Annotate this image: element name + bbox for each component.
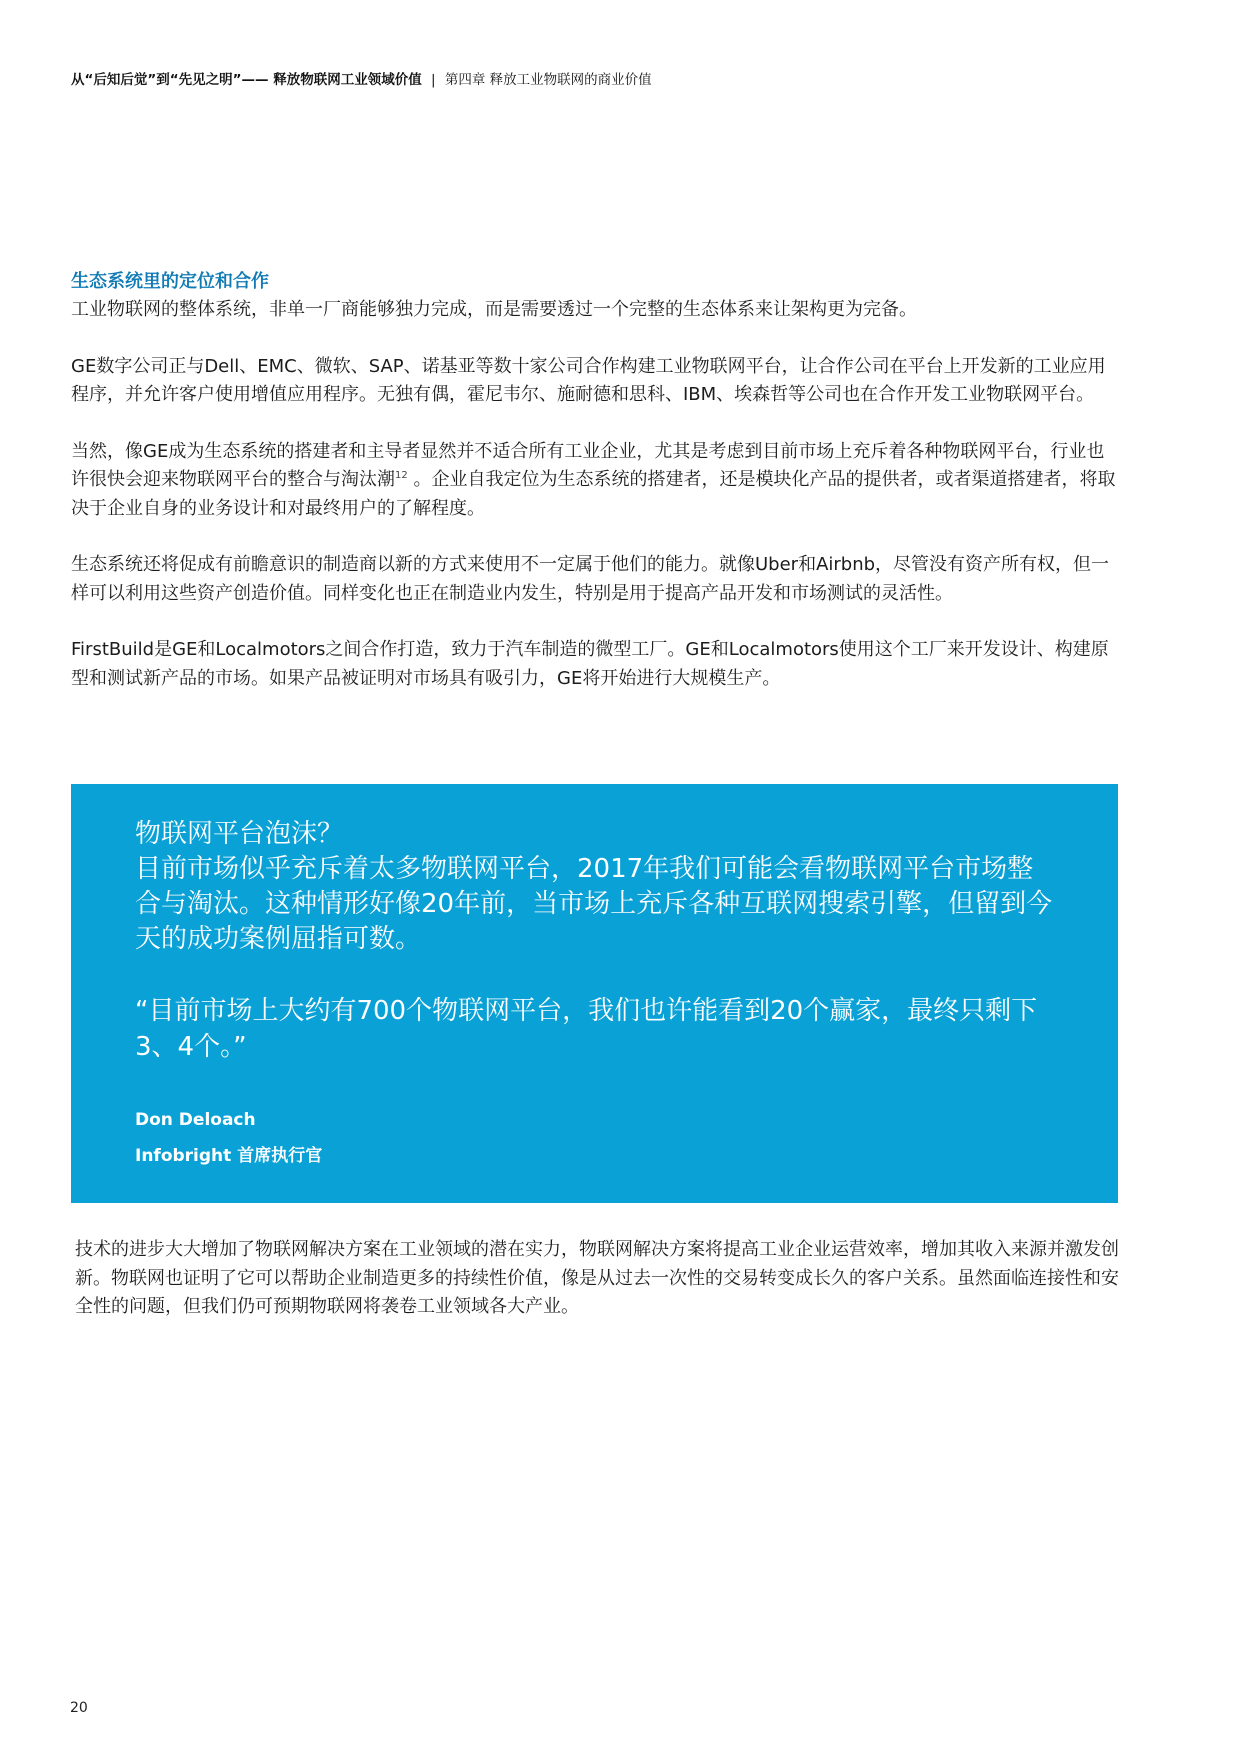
callout-heading: 物联网平台泡沫？ <box>135 819 344 849</box>
paragraph-3-text-b: 。企业自我定位为生态系统的搭建者，还是模块化产品的提供者，或者渠道搭建者，将取决于企业自身的业务设计和对最终用户的了解程度。 <box>71 469 1116 519</box>
paragraph-4: 生态系统还将促成有前瞻意识的制造商以新的方式来使用不一定属于他们的能力。就像Uber和Airbnb，尽管没有资产所有权，但一样可以利用这些资产创造价值。同样变化也正在制造业内发生，特别是用于提高产品开发和市场测试的灵活性。 <box>71 554 1110 604</box>
callout-text: 目前市场似乎充斥着太多物联网平台，2017年我们可能会看物联网平台市场整合与淘汰。这种情形好像20年前，当市场上充斥各种互联网搜索引擎，但留到今天的成功案例屈指可数。 <box>135 854 1053 954</box>
running-header <box>71 68 652 88</box>
quote-author: Don Deloach <box>135 1110 256 1130</box>
callout-quote: “目前市场上大约有700个物联网平台，我们也许能看到20个赢家，最终只剩下3、4个。” <box>135 996 1038 1062</box>
paragraph-5: FirstBuild是GE和Localmotors之间合作打造，致力于汽车制造的微型工厂。GE和Localmotors使用这个工厂来开发设计、构建原型和测试新产品的市场。如果产品被证明对市场具有吸引力，GE将开始进行大规模生产。 <box>71 639 1109 689</box>
paragraph-2: GE数字公司正与Dell、EMC、微软、SAP、诺基亚等数十家公司合作构建工业物联网平台，让合作公司在平台上开发新的工业应用程序，并允许客户使用增值应用程序。无独有偶，霍尼韦尔、施耐德和思科、IBM、埃森哲等公司也在合作开发工业物联网平台。 <box>71 355 1106 405</box>
report-title: 从“后知后觉”到“先见之明”—— 释放物联网工业领域价值 <box>71 72 422 88</box>
main-content <box>71 270 1121 721</box>
header-separator: | <box>431 72 436 88</box>
section-title: 生态系统里的定位和合作 <box>71 271 269 292</box>
page-number: 20 <box>70 1700 88 1716</box>
paragraph-3-text-a: 当然，像GE成为生态系统的搭建者和主导者显然并不适合所有工业企业，尤其是考虑到目前市场上充斥着各种物联网平台，行业也许很快会迎来物联网平台的整合与淘汰潮 <box>71 440 1105 490</box>
paragraph-1: 工业物联网的整体系统，非单一厂商能够独力完成，而是需要透过一个完整的生态体系来让架构更为完备。 <box>71 299 917 320</box>
footnote-reference: 12 <box>395 470 408 481</box>
quote-author-role: Infobright 首席执行官 <box>135 1146 323 1166</box>
callout-content <box>135 817 1055 1174</box>
closing-paragraph: 技术的进步大大增加了物联网解决方案在工业领域的潜在实力，物联网解决方案将提高工业企业运营效率，增加其收入来源并激发创新。物联网也证明了它可以帮助企业制造更多的持续性价值，像是从过去一次性的交易转变成长久的客户关系。虽然面临连接性和安全性的问题，但我们仍可预期物联网将袭卷工业领域各大产业。 <box>75 1239 1119 1317</box>
chapter-title: 第四章 释放工业物联网的商业价值 <box>444 72 652 88</box>
paragraph-3 <box>71 438 1121 524</box>
callout-box <box>71 784 1118 1203</box>
